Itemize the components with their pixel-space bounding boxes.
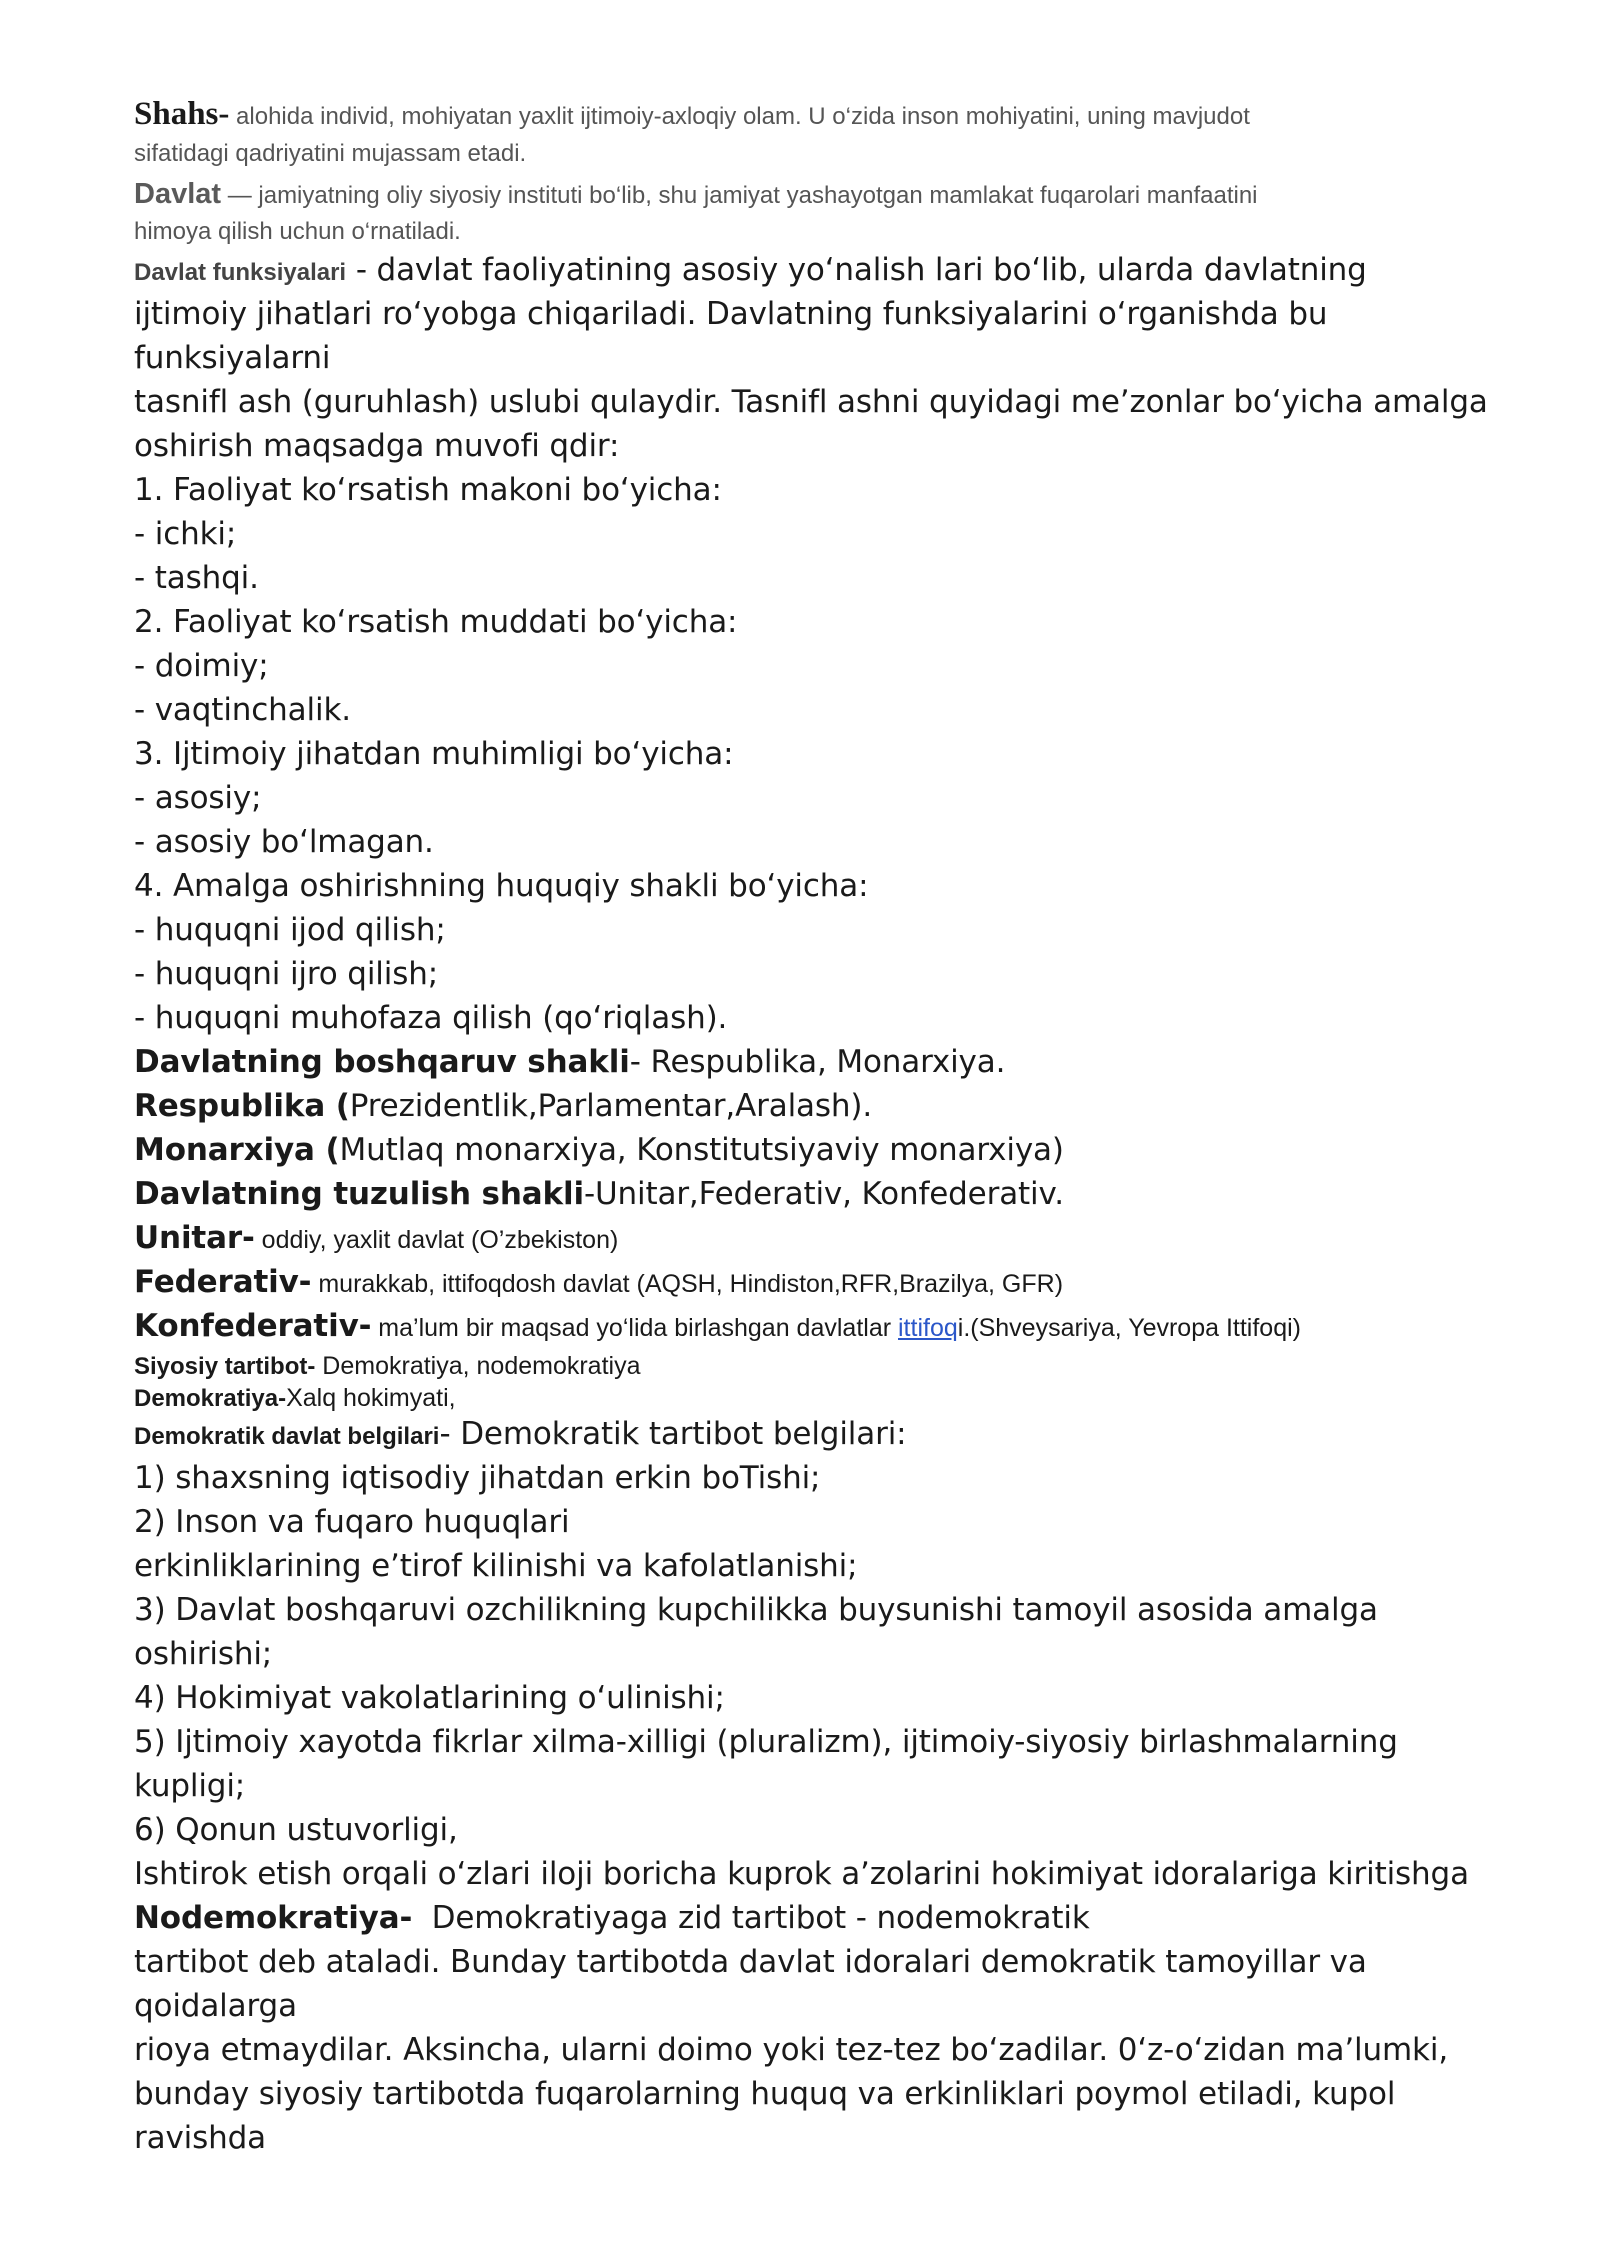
- text-line: oshirish maqsadga muvofi qdir:: [134, 428, 620, 464]
- list-item: 6) Qonun ustuvorligi,: [134, 1812, 458, 1848]
- definition-text: - Respublika, Monarxiya.: [629, 1044, 1006, 1080]
- list-item: 2) Inson va fuqaro huquqlari: [134, 1504, 570, 1540]
- paragraph-konfederativ: [134, 1308, 1301, 1344]
- paragraph-funksiyalar: [134, 252, 1367, 288]
- text-line: himoya qilish uchun o‘rnatiladi.: [134, 218, 461, 245]
- list-item: - tashqi.: [134, 560, 259, 596]
- text-line: sifatidagi qadriyatini mujassam etadi.: [134, 140, 527, 167]
- definition-text: ma’lum bir maqsad yo‘lida birlashgan davlatlar: [371, 1314, 898, 1342]
- text-line: rioya etmaydilar. Aksincha, ularni doimo yoki tez-tez bo‘zadilar. 0‘z-o‘zidan ma’lumki,: [134, 2032, 1449, 2068]
- text-line: tartibot deb ataladi. Bunday tartibotda davlat idoralari demokratik tamoyillar va: [134, 1944, 1367, 1980]
- term-federativ: Federativ-: [134, 1264, 312, 1300]
- list-item: 4) Hokimiyat vakolatlarining o‘ulinishi;: [134, 1680, 725, 1716]
- text-line: tasnifl ash (guruhlash) uslubi qulaydir. Tasnifl ashni quyidagi me’zonlar bo‘yicha amalga: [134, 384, 1488, 420]
- term-nodemokratiya: Nodemokratiya-: [134, 1900, 413, 1936]
- definition-text: i.(Shveysariya, Yevropa Ittifoqi): [957, 1314, 1301, 1342]
- list-item: 1) shaxsning iqtisodiy jihatdan erkin boTishi;: [134, 1460, 821, 1496]
- text-line: oshirishi;: [134, 1636, 273, 1672]
- definition-text: Xalq hokimyati,: [286, 1384, 456, 1412]
- term-davlat-funksiyalari: Davlat funksiyalari: [134, 259, 347, 286]
- list-item: - asosiy bo‘lmagan.: [134, 824, 434, 860]
- text-line: qoidalarga: [134, 1988, 297, 2024]
- definition-text: Mutlaq monarxiya, Konstitutsiyaviy monarxiya): [339, 1132, 1064, 1168]
- link-ittifoq[interactable]: ittifoq: [898, 1314, 958, 1342]
- paragraph-unitar: [134, 1220, 618, 1256]
- paragraph-siyosiy-tartibot: [134, 1352, 641, 1381]
- paragraph-shahs: [134, 96, 1250, 133]
- list-item: - vaqtinchalik.: [134, 692, 351, 728]
- text-line: kupligi;: [134, 1768, 246, 1804]
- list-item: 5) Ijtimoiy xayotda fikrlar xilma-xilligi (pluralizm), ijtimoiy-siyosiy birlashmalarning: [134, 1724, 1398, 1760]
- paragraph-federativ: [134, 1264, 1063, 1300]
- term-boshqaruv-shakli: Davlatning boshqaruv shakli: [134, 1044, 630, 1080]
- list-heading: 3. Ijtimoiy jihatdan muhimligi bo‘yicha:: [134, 736, 734, 772]
- list-heading: 1. Faoliyat ko‘rsatish makoni bo‘yicha:: [134, 472, 722, 508]
- paragraph-davlat: [134, 178, 1258, 211]
- list-item: - huquqni muhofaza qilish (qo‘riqlash).: [134, 1000, 728, 1036]
- paragraph-respublika: [134, 1088, 872, 1124]
- text-line: erkinliklarining e’tirof kilinishi va kafolatlanishi;: [134, 1548, 858, 1584]
- term-davlat: Davlat: [134, 178, 222, 210]
- list-item: - asosiy;: [134, 780, 262, 816]
- list-item: - doimiy;: [134, 648, 269, 684]
- text-line: ijtimoiy jihatlari ro‘yobga chiqariladi. Davlatning funksiyalarini o‘rganishda bu: [134, 296, 1328, 332]
- definition-text: -Unitar,Federativ, Konfederativ.: [583, 1176, 1064, 1212]
- term-tuzulish-shakli: Davlatning tuzulish shakli: [134, 1176, 584, 1212]
- list-item: - huquqni ijro qilish;: [134, 956, 439, 992]
- term-shahs: Shahs-: [134, 96, 230, 132]
- definition-text: Demokratiyaga zid tartibot - nodemokratik: [412, 1900, 1090, 1936]
- text-line: funksiyalarni: [134, 340, 331, 376]
- list-item: - huquqni ijod qilish;: [134, 912, 446, 948]
- term-demokratik-davlat-belgilari: Demokratik davlat belgilari: [134, 1423, 440, 1450]
- list-item: - ichki;: [134, 516, 237, 552]
- term-demokratiya: Demokratiya-: [134, 1385, 287, 1412]
- term-unitar: Unitar-: [134, 1220, 255, 1256]
- term-konfederativ: Konfederativ-: [134, 1308, 372, 1344]
- text-line: Ishtirok etish orqali o‘zlari iloji boricha kuprok a’zolarini hokimiyat idoralariga kiritishga: [134, 1856, 1469, 1892]
- definition-text: — jamiyatning oliy siyosiy instituti bo‘lib, shu jamiyat yashayotgan mamlakat fuqarolari manfaatini: [221, 182, 1258, 209]
- paragraph-nodemokratiya: [134, 1900, 1090, 1936]
- paragraph-boshqaruv-shakli: [134, 1044, 1005, 1080]
- definition-text: - Demokratik tartibot belgilari:: [439, 1416, 907, 1452]
- paragraph-monarxiya: [134, 1132, 1064, 1168]
- definition-text: Prezidentlik,Parlamentar,Aralash).: [349, 1088, 873, 1124]
- definition-text: murakkab, ittifoqdosh davlat (AQSH, Hindiston,RFR,Brazilya, GFR): [311, 1270, 1064, 1298]
- definition-text: alohida individ, mohiyatan yaxlit ijtimoiy-axloqiy olam. U o‘zida inson mohiyatini, uning mavjudot: [229, 103, 1250, 130]
- paragraph-demokratiya: [134, 1384, 456, 1413]
- text-line: bunday siyosiy tartibotda fuqarolarning huquq va erkinliklari poymol etiladi, kupol: [134, 2076, 1396, 2112]
- list-heading: 2. Faoliyat ko‘rsatish muddati bo‘yicha:: [134, 604, 738, 640]
- list-heading: 4. Amalga oshirishning huquqiy shakli bo‘yicha:: [134, 868, 869, 904]
- definition-text: - davlat faoliyatining asosiy yo‘nalish lari bo‘lib, ularda davlatning: [346, 252, 1367, 288]
- list-item: 3) Davlat boshqaruvi ozchilikning kupchilikka buysunishi tamoyil asosida amalga: [134, 1592, 1378, 1628]
- term-siyosiy-tartibot: Siyosiy tartibot-: [134, 1353, 316, 1380]
- paragraph-demokratik-belgilari: [134, 1416, 906, 1452]
- paragraph-tuzulish-shakli: [134, 1176, 1064, 1212]
- term-respublika: Respublika (: [134, 1088, 350, 1124]
- definition-text: oddiy, yaxlit davlat (O’zbekiston): [254, 1226, 619, 1254]
- definition-text: Demokratiya, nodemokratiya: [315, 1352, 641, 1380]
- text-line: ravishda: [134, 2120, 266, 2156]
- term-monarxiya: Monarxiya (: [134, 1132, 340, 1168]
